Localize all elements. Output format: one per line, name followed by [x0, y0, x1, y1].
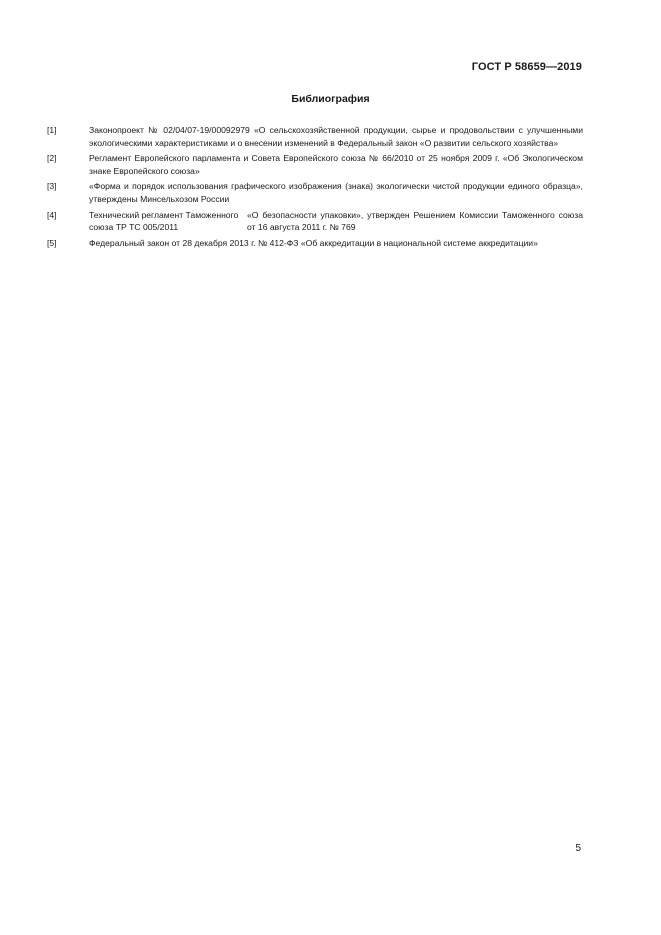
- bibliography-entry: [47, 124, 583, 149]
- entry-text: Законопроект № 02/04/07-19/00092979 «О сельскохозяйственной продукции, сырье и продовольствии с улучшенными экологическими характеристиками и о внесении изменений в Федеральный закон «О развитии сельского хозяйства»: [89, 125, 583, 148]
- entry-number: [3]: [47, 181, 57, 192]
- entry-source: Технический регламент Таможенного союза ТР ТС 005/2011: [89, 209, 239, 233]
- document-code: ГОСТ Р 58659—2019: [471, 61, 582, 73]
- bibliography-entry: [47, 209, 583, 234]
- entry-text: Федеральный закон от 28 декабря 2013 г. № 412-ФЗ «Об аккредитации в национальной системе аккредитации»: [89, 237, 538, 248]
- bibliography-entry: [47, 237, 583, 250]
- page-number: 5: [575, 843, 581, 854]
- entry-number: [1]: [47, 125, 57, 135]
- entry-split: [89, 209, 583, 234]
- section-title: Библиография: [291, 93, 370, 105]
- entry-number: [5]: [47, 237, 57, 248]
- bibliography-entry: [47, 180, 583, 205]
- entry-text: «О безопасности упаковки», утвержден Решением Комиссии Таможенного союза от 16 августа 2011 г. № 769: [247, 209, 583, 233]
- entry-number: [4]: [47, 209, 57, 220]
- entry-number: [2]: [47, 153, 57, 164]
- bibliography-list: [47, 124, 583, 252]
- entry-text: «Форма и порядок использования графического изображения (знака) экологически чистой продукции единого образца», утверждены Минсельхозом России: [89, 181, 583, 204]
- entry-text: Регламент Европейского парламента и Совета Европейского союза № 66/2010 от 25 ноября 2009 г. «Об Экологическом знаке Европейского союза»: [89, 153, 583, 176]
- bibliography-entry: [47, 152, 583, 177]
